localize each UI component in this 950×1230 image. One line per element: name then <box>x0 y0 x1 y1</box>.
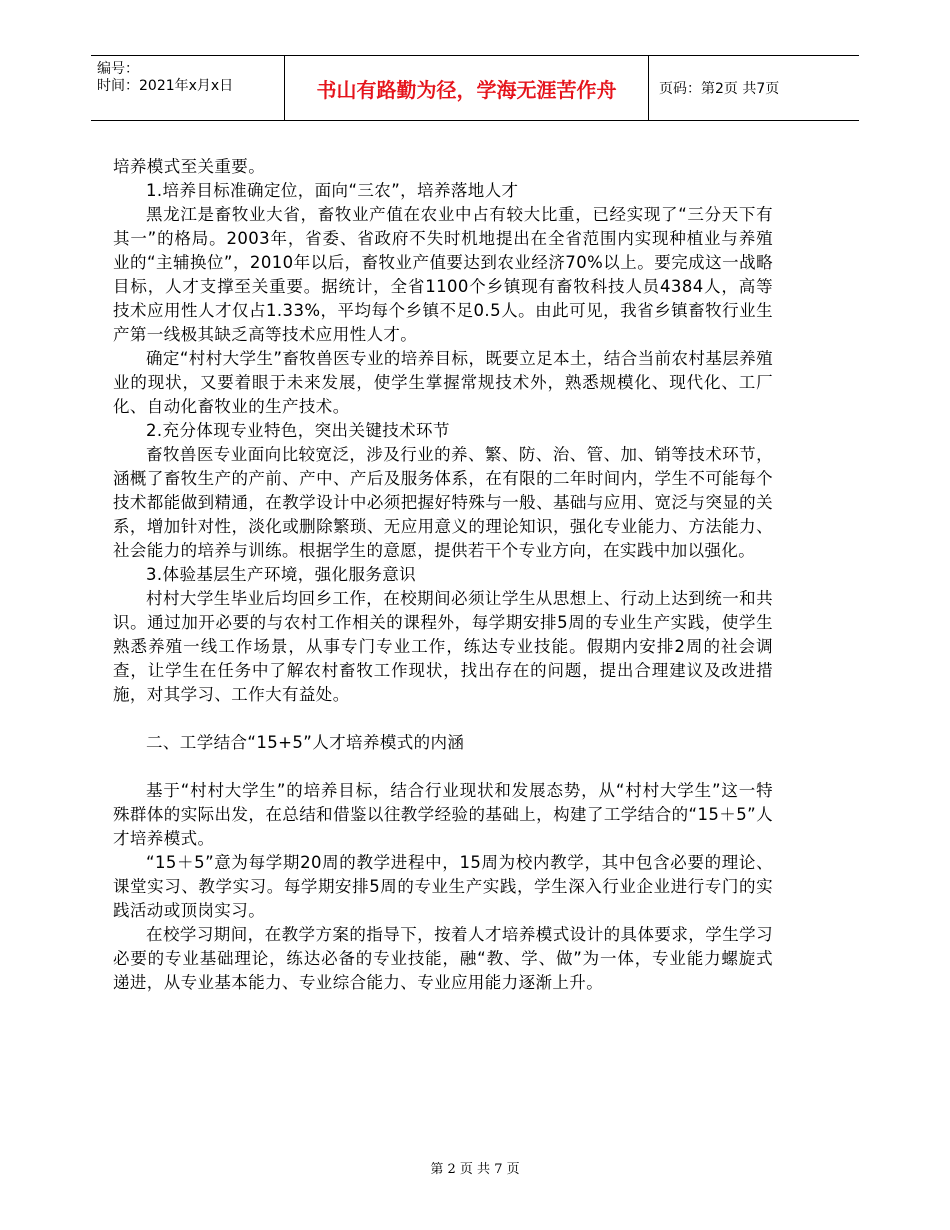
subheading-1: 1.培养目标准确定位，面向“三农”，培养落地人才 <box>146 181 519 200</box>
paragraph: “15＋5”意为每学期20周的教学进程中，15周为校内教学，其中包含必要的理论、课堂实习、教学实习。每学期安排5周的专业生产实践，学生深入行业企业进行专门的实践活动或顶岗实习。 <box>113 853 773 920</box>
page-header <box>91 55 859 121</box>
header-meta <box>91 56 285 120</box>
page-footer: 第 2 页 共 7 页 <box>430 1162 520 1177</box>
paragraph: 确定“村村大学生”畜牧兽医专业的培养目标，既要立足本土，结合当前农村基层养殖业的现状，又要着眼于未来发展，使学生掌握常规技术外，熟悉规模化、现代化、工厂化、自动化畜牧业的生产技术。 <box>113 349 773 416</box>
paragraph: 畜牧兽医专业面向比较宽泛，涉及行业的养、繁、防、治、管、加、销等技术环节，涵概了畜牧生产的产前、产中、产后及服务体系，在有限的二年时间内，学生不可能每个技术都能做到精通，在教学设计中必须把握好特殊与一般、基础与应用、宽泛与突显的关系，增加针对性，淡化或删除繁琐、无应用意义的理论知识，强化专业能力、方法能力、社会能力的培养与训练。根据学生的意愿，提供若干个专业方向，在实践中加以强化。 <box>113 445 773 560</box>
document-number-label: 编号： <box>97 61 139 77</box>
spacer <box>113 755 773 779</box>
paragraph: 在校学习期间，在教学方案的指导下，按着人才培养模式设计的具体要求，学生学习必要的专业基础理论，练达必备的专业技能，融“教、学、做”为一体，专业能力螺旋式递进，从专业基本能力、专业综合能力、专业应用能力逐渐上升。 <box>113 925 773 992</box>
subheading-3: 3.体验基层生产环境，强化服务意识 <box>146 565 417 584</box>
spacer <box>113 707 773 731</box>
paragraph-continued: 培养模式至关重要。 <box>113 157 266 176</box>
header-page-info: 页码：第2页 共7页 <box>659 81 780 97</box>
document-body <box>113 155 773 995</box>
document-time: 时间：2021年x月x日 <box>97 78 234 94</box>
subheading-2: 2.充分体现专业特色，突出关键技术环节 <box>146 421 450 440</box>
paragraph: 基于“村村大学生”的培养目标，结合行业现状和发展态势，从“村村大学生”这一特殊群体的实际出发，在总结和借鉴以往教学经验的基础上，构建了工学结合的“15＋5”人才培养模式。 <box>113 781 773 848</box>
section-title: 二、工学结合“15+5”人才培养模式的内涵 <box>146 733 465 752</box>
header-motto: 书山有路勤为径，学海无涯苦作舟 <box>285 56 649 120</box>
paragraph: 村村大学生毕业后均回乡工作，在校期间必须让学生从思想上、行动上达到统一和共识。通过加开必要的与农村工作相关的课程外，每学期安排5周的专业生产实践，使学生熟悉养殖一线工作场景，从事专门专业工作，练达专业技能。假期内安排2周的社会调查，让学生在任务中了解农村畜牧工作现状，找出存在的问题，提出合理建议及改进措施，对其学习、工作大有益处。 <box>113 589 773 704</box>
paragraph: 黑龙江是畜牧业大省，畜牧业产值在农业中占有较大比重，已经实现了“三分天下有其一”的格局。2003年，省委、省政府不失时机地提出在全省范围内实现种植业与养殖业的“主辅换位”，2010年以后，畜牧业产值要达到农业经济70%以上。要完成这一战略目标，人才支撑至关重要。据统计，全省1100个乡镇现有畜牧科技人员4384人，高等技术应用性人才仅占1.33%，平均每个乡镇不足0.5人。由此可见，我省乡镇畜牧行业生产第一线极其缺乏高等技术应用性人才。 <box>113 205 773 344</box>
